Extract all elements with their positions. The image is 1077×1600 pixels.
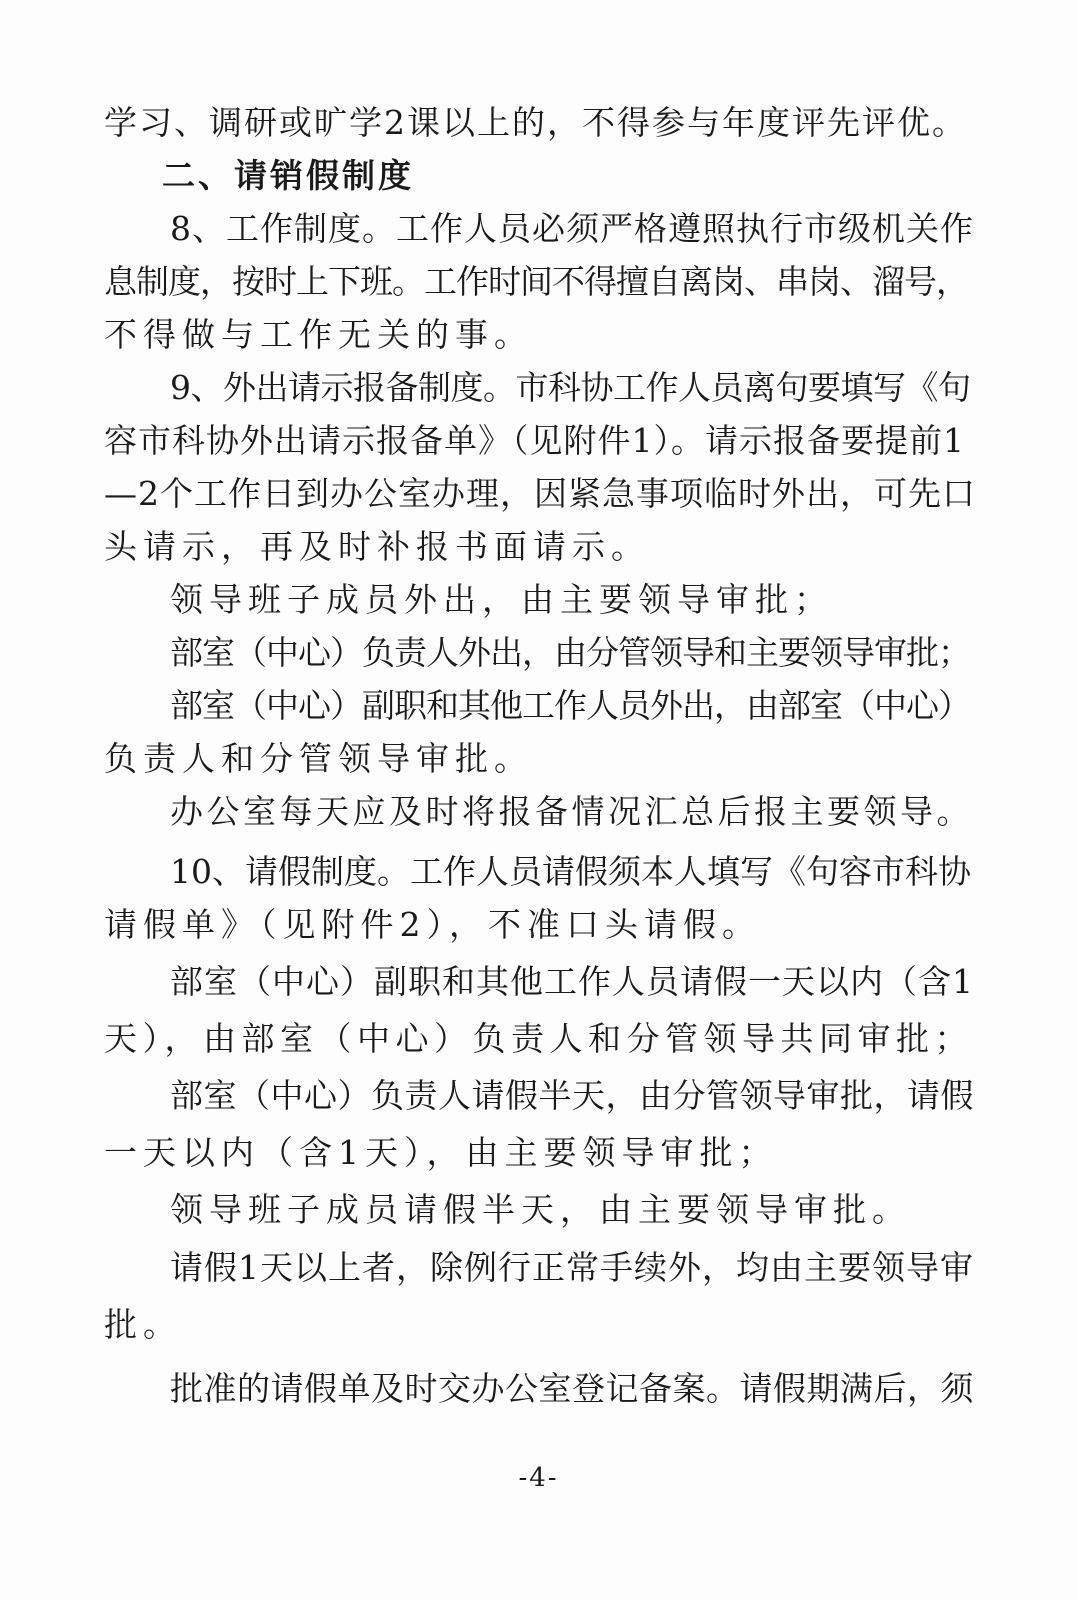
text-line: 领导班子成员外出，由主要领导审批； <box>170 580 833 619</box>
text-line: 部室（中心）副职和其他工作人员请假一天以内（含1 <box>170 962 974 1001</box>
text-line: 10、请假制度。工作人员请假须本人填写《句容市科协 <box>170 852 971 891</box>
text-line: 息制度，按时上下班。工作时间不得擅自离岗、串岗、溜号， <box>104 262 968 301</box>
text-line: 容市科协外出请示报备单》（见附件1）。请示报备要提前1 <box>104 421 965 460</box>
text-line: 不得做与工作无关的事。 <box>104 315 533 354</box>
text-line: 学习、调研或旷学2课以上的，不得参与年度评先评优。 <box>104 103 967 142</box>
text-line: 批。 <box>104 1305 182 1344</box>
text-line: 天），由部室（中心）负责人和分管领导共同审批； <box>104 1019 973 1058</box>
text-line: 头请示，再及时补报书面请示。 <box>104 527 650 566</box>
text-line: 部室（中心）负责人请假半天，由分管领导审批，请假 <box>170 1076 974 1115</box>
text-line: 部室（中心）负责人外出，由分管领导和主要领导审批； <box>170 633 970 672</box>
text-line: 办公室每天应及时将报备情况汇总后报主要领导。 <box>170 792 973 831</box>
section-heading: 二、请销假制度 <box>162 156 414 195</box>
text-line: 请假单》（见附件2），不准口头请假。 <box>104 905 761 944</box>
page-number: -4- <box>518 1463 559 1493</box>
text-line: 8、工作制度。工作人员必须严格遵照执行市级机关作 <box>170 209 974 248</box>
text-line: 负责人和分管领导审批。 <box>104 739 533 778</box>
text-line: —2个工作日到办公室办理，因紧急事项临时外出，可先口 <box>104 474 976 513</box>
text-line: 请假1天以上者，除例行正常手续外，均由主要领导审 <box>170 1248 974 1287</box>
text-line: 领导班子成员请假半天，由主要领导审批。 <box>170 1190 911 1229</box>
text-line: 9、外出请示报备制度。市科协工作人员离句要填写《句 <box>170 368 971 407</box>
text-line: 一天以内（含1天），由主要领导审批； <box>104 1133 778 1172</box>
text-line: 批准的请假单及时交办公室登记备案。请假期满后，须 <box>170 1369 974 1408</box>
text-line: 部室（中心）副职和其他工作人员外出，由部室（中心） <box>170 686 970 725</box>
